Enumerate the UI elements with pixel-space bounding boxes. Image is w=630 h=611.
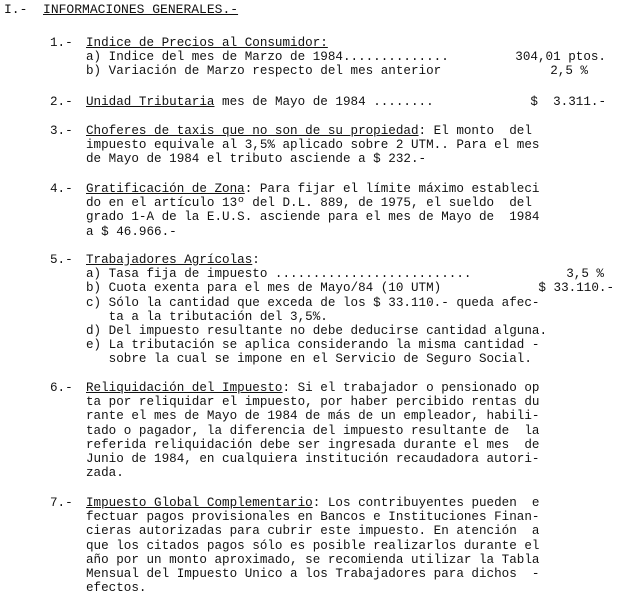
item-4: 4.- Gratificación de Zona: Para fijar el límite máximo estableci do en el artículo 13º del D.L. 889, de 1975, el sueldo del grado 1-A de la E.U.S. asciende para el mes de Mayo de 1984 a $ 46.966.- (50, 182, 540, 239)
item-number: 1.- (50, 36, 73, 50)
item-title: Choferes de taxis que no son de su propiedad (86, 124, 419, 138)
item-title: Unidad Tributaria (86, 95, 215, 109)
item-1-a-value: 304,01 ptos. (515, 50, 606, 65)
item-title: Indice de Precios al Consumidor: (86, 36, 328, 50)
item-number: 6.- (50, 381, 73, 395)
section-numeral: I.- (4, 2, 28, 17)
item-5-b: b) Cuota exenta para el mes de Mayo/84 (10 UTM) $ 33.110.- (86, 281, 614, 296)
item-1-b-label: b) Variación de Marzo respecto del mes anterior (86, 64, 442, 79)
item-5-a: a) Tasa fija de impuesto .......................... 3,5 % (86, 267, 604, 282)
item-1 (50, 36, 625, 79)
item-5: 5.- Trabajadores Agrícolas: a) Tasa fija de impuesto .......................... 3,5 % b) Cuota exenta para el mes de Mayo/84 (10 UTM) $ 33.110.- c) Sólo la cantidad que exceda de los $ 33.110.- queda afec- ta a la tributación del 3,5%. d) Del impuesto resultante no debe deducirse cantidad alguna. e) La tributación se aplica considerando la misma cantidad - sobre la cual se impone en el Servicio de Seguro Social. (50, 253, 625, 367)
item-2 (50, 95, 625, 109)
item-title: Trabajadores Agrícolas (86, 253, 253, 267)
item-6: 6.- Reliquidación del Impuesto: Si el trabajador o pensionado op ta por reliquidar el impuesto, por haber percibido rentas du rante el mes de Mayo de 1984 de más de un empleador, habili- tado o pagador, la diferencia del impuesto resultante de la referida reliquidación debe ser ingresada durante el mes de Junio de 1984, en cualquiera institución recaudadora autori- zada. (50, 381, 540, 481)
item-number: 4.- (50, 182, 73, 196)
item-5-d: d) Del impuesto resultante no debe deducirse cantidad alguna. (86, 324, 548, 339)
item-number: 2.- (50, 95, 73, 109)
item-1-b-value: 2,5 % (550, 64, 588, 79)
item-number: 5.- (50, 253, 73, 267)
item-title: Reliquidación del Impuesto (86, 381, 283, 395)
item-2-text: mes de Mayo de 1984 ........ (214, 95, 434, 109)
item-7: 7.- Impuesto Global Complementario: Los contribuyentes pueden e fectuar pagos provisionales en Bancos e Instituciones Finan- cieras autorizadas para cubrir este impuesto. En atención a que los citados pagos sólo es posible realizarlos durante el año por un monto aproximado, se recomienda utilizar la Tabla Mensual del Impuesto Unico a los Trabajadores para dichos - efectos. (50, 496, 540, 596)
item-1-b (86, 64, 606, 78)
item-number: 7.- (50, 496, 73, 510)
item-5-e: e) La tributación se aplica considerando la misma cantidad - (86, 338, 540, 353)
item-2-value: $ 3.311.- (530, 95, 606, 109)
section-title: INFORMACIONES GENERALES.- (43, 2, 239, 17)
item-5-c: c) Sólo la cantidad que exceda de los $ 33.110.- queda afec- (86, 295, 540, 310)
item-number: 3.- (50, 124, 73, 138)
item-1-a (86, 50, 606, 64)
item-title: Impuesto Global Complementario (86, 496, 313, 510)
item-title: Gratificación de Zona (86, 182, 245, 196)
item-1-a-label: a) Indice del mes de Marzo de 1984.............. (86, 50, 449, 65)
section-heading (4, 3, 238, 17)
item-3: 3.- Choferes de taxis que no son de su propiedad: El monto del impuesto equivale al 3,5% aplicado sobre 2 UTM.. Para el mes de Mayo de 1984 el tributo asciende a $ 232.- (50, 124, 540, 167)
